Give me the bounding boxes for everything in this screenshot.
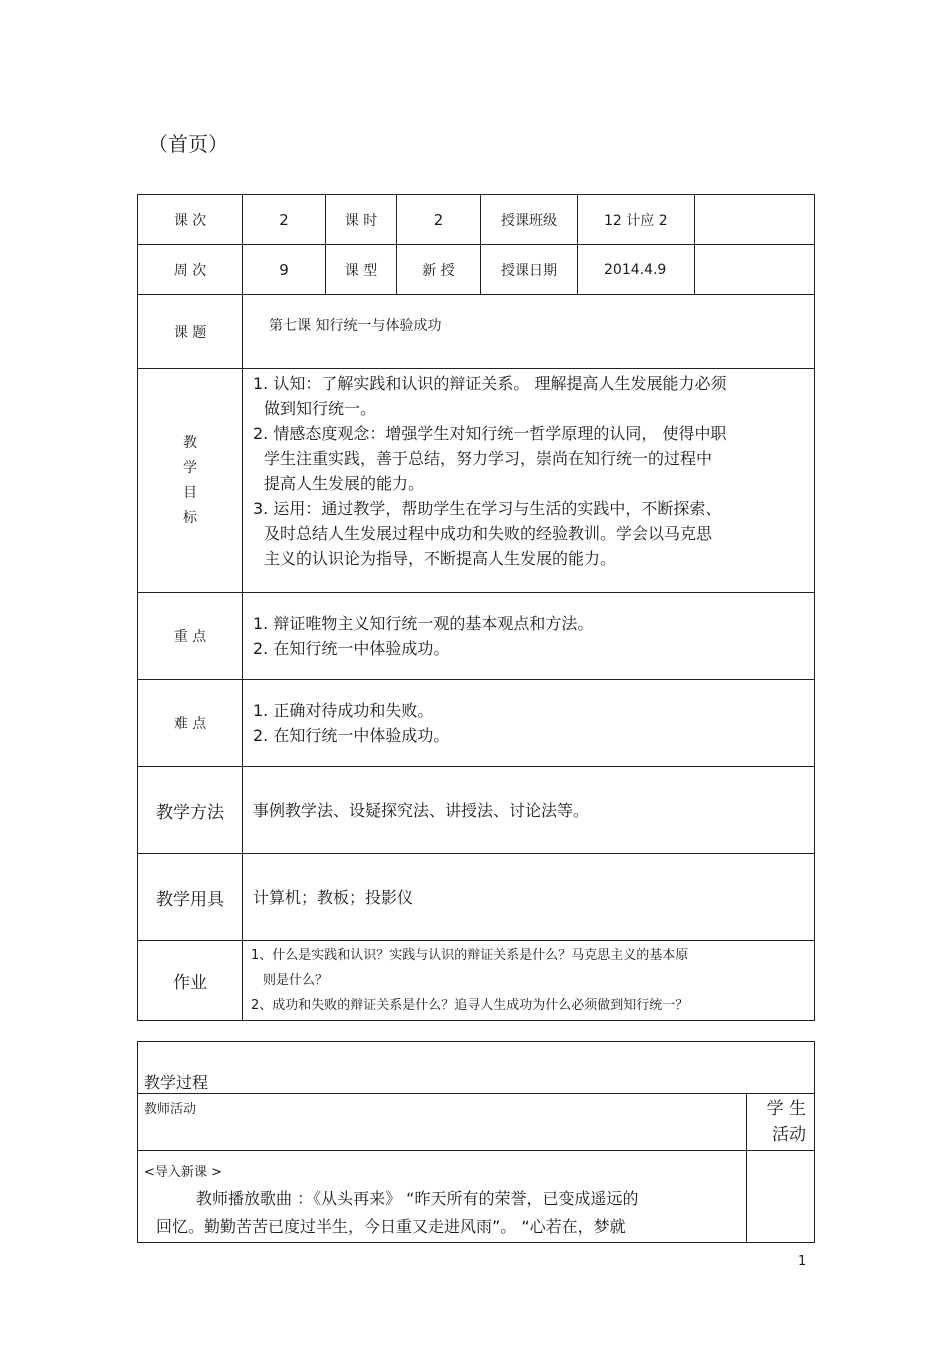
tools-label: 教学用具 [138,854,243,941]
page-number: 1 [798,1254,807,1269]
methods-value: 事例教学法、设疑探究法、讲授法、讨论法等。 [243,767,815,854]
empty-cell [695,195,815,245]
homework-line: 则是什么？ [263,973,329,988]
difficulty-item: 2. 在知行统一中体验成功。 [253,726,450,745]
empty-cell [695,245,815,295]
tools-value: 计算机；教板；投影仪 [243,854,815,941]
homework-list [243,941,815,1021]
date-value: 2014.4.9 [578,245,695,295]
type-label: 课 型 [326,245,397,295]
methods-label: 教学方法 [138,767,243,854]
student-activity-cell [747,1151,815,1243]
hours-label: 课 时 [326,195,397,245]
student-activity-header: 学 生 活动 [747,1094,815,1151]
lesson-no-label: 课 次 [138,195,243,245]
lesson-info-table [137,194,815,1021]
lesson-no-value: 2 [243,195,326,245]
difficulty-item: 1. 正确对待成功和失败。 [253,701,434,720]
objectives-label: 教 学 目 标 [138,369,243,593]
teacher-activity-cell [138,1151,747,1243]
key-points-label: 重 点 [138,593,243,680]
homework-line: 2、成功和失败的辩证关系是什么？追寻人生成功为什么必须做到知行统一？ [251,998,689,1013]
homework-line: 1、什么是实践和认识？实践与认识的辩证关系是什么？马克思主义的基本原 [251,948,689,963]
intro-paragraph-line: 回忆。勤勤苦苦已度过半生，今日重又走进风雨”。 “心若在，梦就 [156,1217,626,1236]
class-value: 12 计应 2 [578,195,695,245]
objective-item: 1. 认知：了解实践和认识的辩证关系。 理解提高人生发展能力必须 做到知行统一。 [253,374,727,418]
difficulties-label: 难 点 [138,680,243,767]
objectives-list [243,369,815,593]
teacher-activity-header: 教师活动 [138,1094,747,1151]
objective-item: 3. 运用：通过教学，帮助学生在学习与生活的实践中，不断探索、 及时总结人生发展过程中成功和失败的经验教训。学会以马克思 主义的认识论为指导，不断提高人生发展的能力。 [253,499,722,568]
type-value: 新 授 [397,245,481,295]
intro-paragraph-line: 教师播放歌曲 ：《从头再来》 “昨天所有的荣誉，已变成遥远的 [196,1189,639,1208]
hours-value: 2 [397,195,481,245]
class-label: 授课班级 [481,195,578,245]
date-label: 授课日期 [481,245,578,295]
key-point-item: 2. 在知行统一中体验成功。 [253,639,450,658]
difficulties-list [243,680,815,767]
topic-label: 课 题 [138,295,243,369]
key-points-list [243,593,815,680]
page-header: （首页） [148,132,228,156]
objective-item: 2. 情感态度观念：增强学生对知行统一哲学原理的认同， 使得中职 学生注重实践，善于总结，努力学习，崇尚在知行统一的过程中 提高人生发展的能力。 [253,424,727,493]
homework-label: 作业 [138,941,243,1021]
teaching-process-table [137,1041,815,1243]
week-label: 周 次 [138,245,243,295]
key-point-item: 1. 辩证唯物主义知行统一观的基本观点和方法。 [253,614,594,633]
process-title: 教学过程 [138,1042,815,1094]
week-value: 9 [243,245,326,295]
intro-heading: <导入新课 > [144,1165,222,1180]
topic-value: 第七课 知行统一与体验成功 [243,295,815,369]
